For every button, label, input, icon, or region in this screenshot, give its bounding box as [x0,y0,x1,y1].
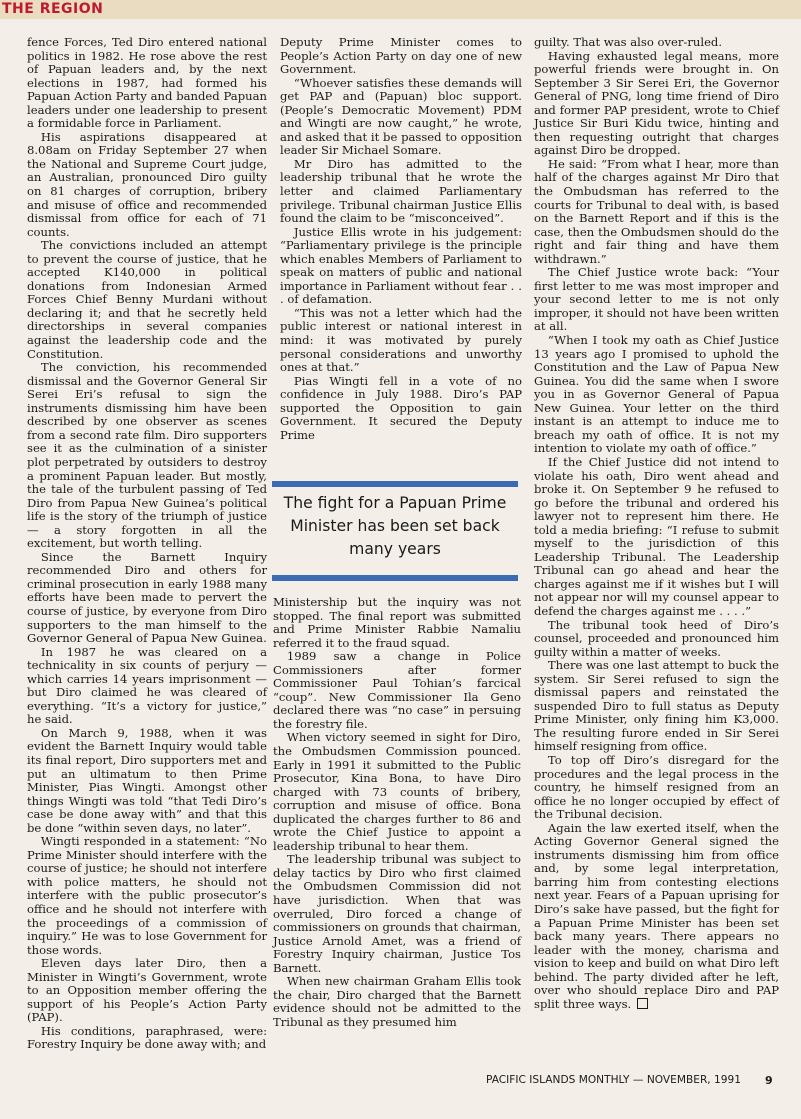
paragraph: fence Forces, Ted Diro entered national politics in 1982. He rose above the rest of Papuan leaders and, by the next elections in 1987, had formed his Papuan Action Party and banded Papuan leaders under one leadership to present a formidable force in Parliament. [27,35,267,131]
pull-quote-bottom-rule [272,575,518,581]
paragraph: Eleven days later Diro, then a Minister in Wingti’s Government, wrote to an Opposition member offering the support of his People’s Action Party (PAP). [27,956,267,1025]
paragraph: His conditions, paraphrased, were: Forestry Inquiry be done away with; and [27,1023,267,1052]
end-of-article-square-icon [637,998,648,1009]
paragraph: “Whoever satisfies these demands will get PAP and (Papuan) bloc support. (People’s Democratic Movement) PDM and Wingti are now caught,” he wrote, and asked that it be passed to opposition leader Sir Michael Somare. [280,75,522,158]
paragraph: To top off Diro’s disregard for the procedures and the legal process in the country, he himself resigned from an office he no longer occupied by effect of the Tribunal decision. [534,752,779,822]
paragraph: When victory seemed in sight for Diro, the Ombudsmen Commission pounced. Early in 1991 it submitted to the Public Prosecutor, Kina Bona, to have Diro charged with 73 counts of bribery, corruption and misuse of office. Bona duplicated the charges further to 86 and wrote the Chief Justice to appoint a leadership tribunal to hear them. [273,730,521,853]
paragraph: Having exhausted legal means, more powerful friends were brought in. On September 3 Sir Serei Eri, the Governor General of PNG, long time friend of Diro and former PAP president, wrote to Chief Justice Sir Buri Kidu twice, hinting and then requesting outright that charges against Diro be dropped. [534,48,779,158]
paragraph: The convictions included an attempt to prevent the course of justice, that he accepted K140,000 in political donations from Indonesian Armed Forces Chief Benny Murdani without declaring it; and that he secretly held directorships in several companies against the leadership code and the Constitution. [27,238,267,361]
pull-quote-text: The fight for a Papuan Prime Minister has been set back many years [283,494,507,558]
paragraph: He said: “From what I hear, more than half of the charges against Mr Diro that the Ombudsman has referred to the courts for Tribunal to deal with, is based on the Barnett Report and if this is the case, then the Ombudsmen should do the right and fair thing and have them withdrawn.” [534,156,779,266]
article-column-1 [27,36,267,1052]
paragraph: Ministership but the inquiry was not stopped. The final report was submitted and Prime Minister Rabbie Namaliu referred it to the fraud squad. [273,595,521,650]
article-column-2-bottom [273,596,521,1030]
paragraph: The conviction, his recommended dismissal and the Governor General Sir Serei Eri’s refusal to sign the instruments dismissing him have been described by one observer as scenes from a second rate film. Diro supporters see it as the culmination of a sinister plot perpetrated by outsiders to destroy a prominent Papuan leader. But mostly, the tale of the turbulent passing of Ted Diro from Papua New Guinea’s political life is the story of the triumph of justice — a story forgotten in all the excitement, but worth telling. [27,360,267,551]
footer-publication: PACIFIC ISLANDS MONTHLY — NOVEMBER, 1991 [486,1074,741,1086]
paragraph: Wingti responded in a statement: “No Prime Minister should interfere with the course of justice; he should not interfere with police matters, he should not interfere with the public prosecutor’s office and he should not interfere with the proceedings of a commission of inquiry.” He was to lose Government for those words. [27,834,267,957]
paragraph: The leadership tribunal was subject to delay tactics by Diro who first claimed the Ombudsmen Commission did not have jurisdiction. When that was overruled, Diro forced a change of commissioners on grounds that chairman, Justice Arnold Amet, was a friend of Forestry Inquiry chairman, Justice Tos Barnett. [273,852,521,975]
paragraph: On March 9, 1988, when it was evident the Barnett Inquiry would table its final report, Diro supporters met and put an ultimatum to then Prime Minister, Pias Wingti. Amongst other things Wingti was told “that Tedi Diro’s case be done away with” and that this be done “within seven days, no later”. [27,725,267,835]
paragraph: The tribunal took heed of Diro’s counsel, proceeded and pronounced him guilty within a matter of weeks. [534,617,779,659]
page-number: 9 [765,1074,773,1087]
paragraph: When new chairman Graham Ellis took the chair, Diro charged that the Barnett evidence should not be admitted to the Tribunal as they presumed him [273,974,521,1029]
paragraph: Deputy Prime Minister comes to People’s Action Party on day one of new Government. [280,35,522,77]
paragraph: Pias Wingti fell in a vote of no confidence in July 1988. Diro’s PAP supported the Opposition to gain Government. It secured the Deputy Prime [280,373,522,442]
paragraph: guilty. That was also over-ruled. [534,35,723,49]
paragraph: There was one last attempt to buck the system. Sir Serei refused to sign the dismissal papers and reinstated the suspended Diro to full status as Deputy Prime Minister, only fining him K3,000. The resulting furore ended in Sir Serei himself resigning from office. [534,658,779,754]
paragraph: Justice Ellis wrote in his judgement: “Parliamentary privilege is the principle which enables Members of Parliament to speak on matters of public and national importance in Parliament without fear . . . of defamation. [280,224,522,307]
paragraph: If the Chief Justice did not intend to violate his oath, Diro went ahead and broke it. On September 9 he refused to go before the tribunal and ordered his lawyer not to represent him there. He told a media briefing: “I refuse to submit myself to the jurisdiction of this Leadership Tribunal. The Leadership Tribunal can go ahead and hear the charges against me if it wishes but I will not appear nor will my counsel appear to defend the charges against me . . . .” [534,454,779,618]
paragraph: In 1987 he was cleared on a technicality in six counts of perjury — which carries 14 years imprisonment — but Diro claimed he was cleared of everything. “It’s a victory for justice,” he said. [27,644,267,727]
section-header-bar [0,0,801,19]
pull-quote-top-rule [272,481,518,487]
article-column-3 [534,36,779,1011]
paragraph [534,822,779,1012]
paragraph: His aspirations disappeared at 8.08am on Friday September 27 when the National and Supreme Court judge, an Australian, pronounced Diro guilty on 81 charges of corruption, bribery and misuse of office and recommended dismissal from office for each of 71 counts. [27,129,267,239]
article-column-2-top [280,36,522,442]
paragraph: “When I took my oath as Chief Justice 13 years ago I promised to uphold the Constitution and the Law of Papua New Guinea. You did the same when I swore you in as Governor General of Papua New Guinea. Your letter on the third instant is an attempt to induce me to breach my oath of office. It is not my intention to violate my oath of office.” [534,333,779,456]
paragraph: Mr Diro has admitted to the leadership tribunal that he wrote the letter and claimed Parliamentary privilege. Tribunal chairman Justice Ellis found the claim to be “misconceived”. [280,156,522,226]
paragraph: Since the Barnett Inquiry recommended Diro and others for criminal prosecution in early 1988 many efforts have been made to pervert the course of justice, by everyone from Diro supporters to the man himself to the Governor General of Papua New Guinea. [27,549,267,646]
paragraph: 1989 saw a change in Police Commissioners after former Commissioner Paul Tohian’s farcical “coup”. New Commissioner Ila Geno declared there was “no case” in persuing the forestry file. [273,649,521,731]
pull-quote [272,481,518,581]
paragraph: “This was not a letter which had the public interest or national interest in mind: it was motivated by purely personal considerations and unworthy ones at that.” [280,305,522,375]
paragraph: The Chief Justice wrote back: “Your first letter to me was most improper and your second letter to me is not only improper, it should not have been written at all. [534,265,779,334]
paragraph-text: Again the law exerted itself, when the Acting Governor General signed the instruments dismissing him from office and, by some legal interpretation, barring him from contesting elections next year. Fears of a Papuan uprising for Diro’s sake have passed, but the fight for a Papuan Prime Minister has been set back many years. There appears no leader with the money, charisma and vision to keep and build on what Diro left behind. The party divided after he left, over who should replace Diro and PAP split three ways. [534,820,779,1011]
section-title: THE REGION [2,1,104,17]
